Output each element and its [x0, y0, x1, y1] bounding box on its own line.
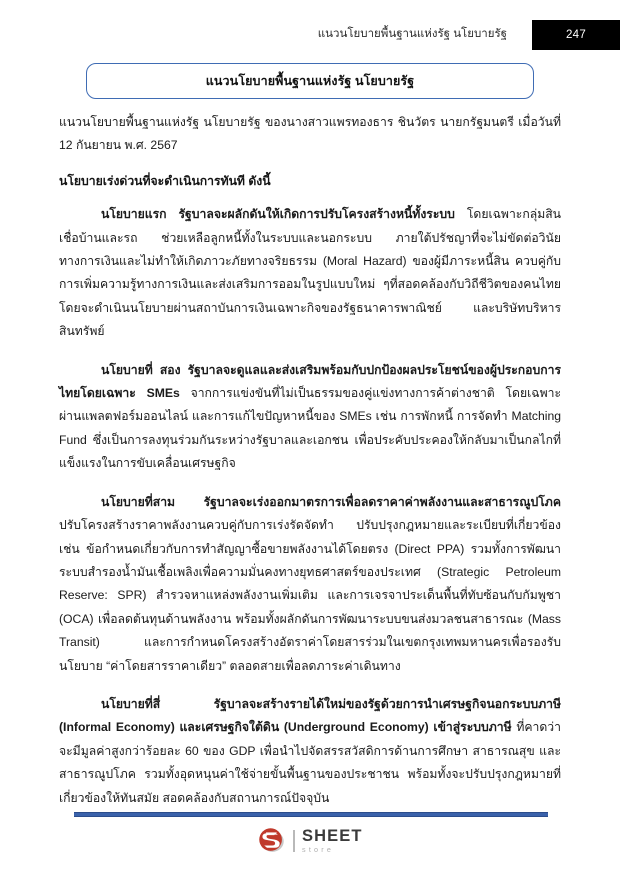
page-number-badge: 247	[532, 20, 620, 50]
urgent-policies-subheading: นโยบายเร่งด่วนที่จะดำเนินการทันที ดังนี้	[59, 173, 271, 188]
policy-paragraph-1	[59, 203, 561, 343]
policy-2-lead: นโยบายที่ สอง รัฐบาลจะดูแลและส่งเสริมพร้อมกับปกป้องผลประโยชน์ของผู้ประกอบการไทยโดยเฉพาะ SMEs	[59, 362, 561, 401]
policy-1-lead: นโยบายแรก รัฐบาลจะผลักดันให้เกิดการปรับโครงสร้างหนี้ทั้งระบบ	[101, 207, 455, 222]
document-title-box	[86, 63, 534, 99]
footer-logo	[0, 826, 620, 855]
page-title: แนวนโยบายพื้นฐานแห่งรัฐ นโยบายรัฐ	[205, 74, 415, 88]
policy-2-body: จากการแข่งขันที่ไม่เป็นธรรมของคู่แข่งทางการค้าต่างชาติ โดยเฉพาะผ่านแพลตฟอร์มออนไลน์ และการแก้ไขปัญหาหนี้ของ SMEs เช่น การพักหนี้ การจัดทำ Matching Fund ซึ่งเป็นการลงทุนร่วมกันระหว่างรัฐบาลและเอกชน เพื่อประคับประคองให้กลับมาเป็นกลไกที่แข็งแรงในการขับเคลื่อนเศรษฐกิจ	[59, 386, 561, 471]
policy-3-lead: นโยบายที่สาม รัฐบาลจะเร่งออกมาตรการเพื่อลดราคาค่าพลังงานและสาธารณูปโภค	[101, 494, 561, 509]
logo-wordmark	[302, 828, 363, 854]
footer-divider	[74, 812, 548, 817]
sheet-store-s-logo-icon	[257, 826, 286, 855]
logo-divider	[293, 830, 295, 852]
policy-paragraph-2	[59, 359, 561, 476]
logo-tagline: store	[302, 845, 335, 855]
page-header	[0, 0, 620, 52]
policy-paragraph-3	[59, 491, 561, 678]
logo-name: SHEET	[302, 826, 363, 845]
running-header-title: แนวนโยบายพื้นฐานแห่งรัฐ นโยบายรัฐ	[317, 28, 507, 40]
policy-1-body: โดยเฉพาะกลุ่มสินเชื่อบ้านและรถ ช่วยเหลือลูกหนี้ทั้งในระบบและนอกระบบ ภายใต้ปรัชญาที่จะไม่ขัดต่อวินัยทางการเงินและไม่ทำให้เกิดภาวะภัยทางจริยธรรม (Moral Hazard) ของผู้มีภาระหนี้สิน ควบคู่กับการเพิ่มความรู้ทางการเงินและส่งเสริมการออมในรูปแบบใหม่ ๆที่สอดคล้องกับวิถีชีวิตของคนไทย โดยจะดำเนินนโยบายผ่านสถาบันการเงินเฉพาะกิจของรัฐธนาคารพาณิชย์ และบริษัทบริหารสินทรัพย์	[59, 207, 561, 339]
policy-4-body: ที่คาดว่าจะมีมูลค่าสูงกว่าร้อยละ 60 ของ GDP เพื่อนำไปจัดสรรสวัสดิการด้านการศึกษา สาธารณสุข และสาธารณูปโภค รวมทั้งอุดหนุนค่าใช้จ่ายขั้นพื้นฐานของประชาชน พร้อมทั้งจะปรับปรุงกฎหมายที่เกี่ยวข้องให้ทันสมัย สอดคล้องกับสถานการณ์ปัจจุบัน	[59, 720, 561, 805]
document-body	[59, 111, 561, 812]
policy-paragraph-4	[59, 693, 561, 810]
policy-3-body: ปรับโครงสร้างราคาพลังงานควบคู่กับการเร่งรัดจัดทำ ปรับปรุงกฎหมายและระเบียบที่เกี่ยวข้อง เช่น ข้อกำหนดเกี่ยวกับการทำสัญญาซื้อขายพลังงานได้โดยตรง (Direct PPA) รวมทั้งการพัฒนาระบบสำรองน้ำมันเชื้อเพลิงเพื่อความมั่นคงทางยุทธศาสตร์ของประเทศ (Strategic Petroleum Reserve: SPR) สำรวจหาแหล่งพลังงานเพิ่มเติม และการเจรจาประเด็นพื้นที่ทับซ้อนกับกัมพูชา (OCA) เพื่อลดต้นทุนด้านพลังงาน พร้อมทั้งผลักดันการพัฒนาระบบขนส่งมวลชนสาธารณะ (Mass Transit) และการกำหนดโครงสร้างอัตราค่าโดยสารร่วมในเขตกรุงเทพมหานครเพื่อรองรับนโยบาย “ค่าโดยสารราคาเดียว” ตลอดสายเพื่อลดภาระค่าเดินทาง	[59, 518, 561, 673]
intro-paragraph: แนวนโยบายพื้นฐานแห่งรัฐ นโยบายรัฐ ของนางสาวแพรทองธาร ชินวัตร นายกรัฐมนตรี เมื่อวันที่ 12 กันยายน พ.ศ. 2567	[59, 115, 561, 153]
policy-4-lead: นโยบายที่สี่ รัฐบาลจะสร้างรายได้ใหม่ของรัฐด้วยการนำเศรษฐกิจนอกระบบภาษี (Informal Economy) และเศรษฐกิจใต้ดิน (Underground Economy) เข้าสู่ระบบภาษี	[59, 696, 561, 735]
